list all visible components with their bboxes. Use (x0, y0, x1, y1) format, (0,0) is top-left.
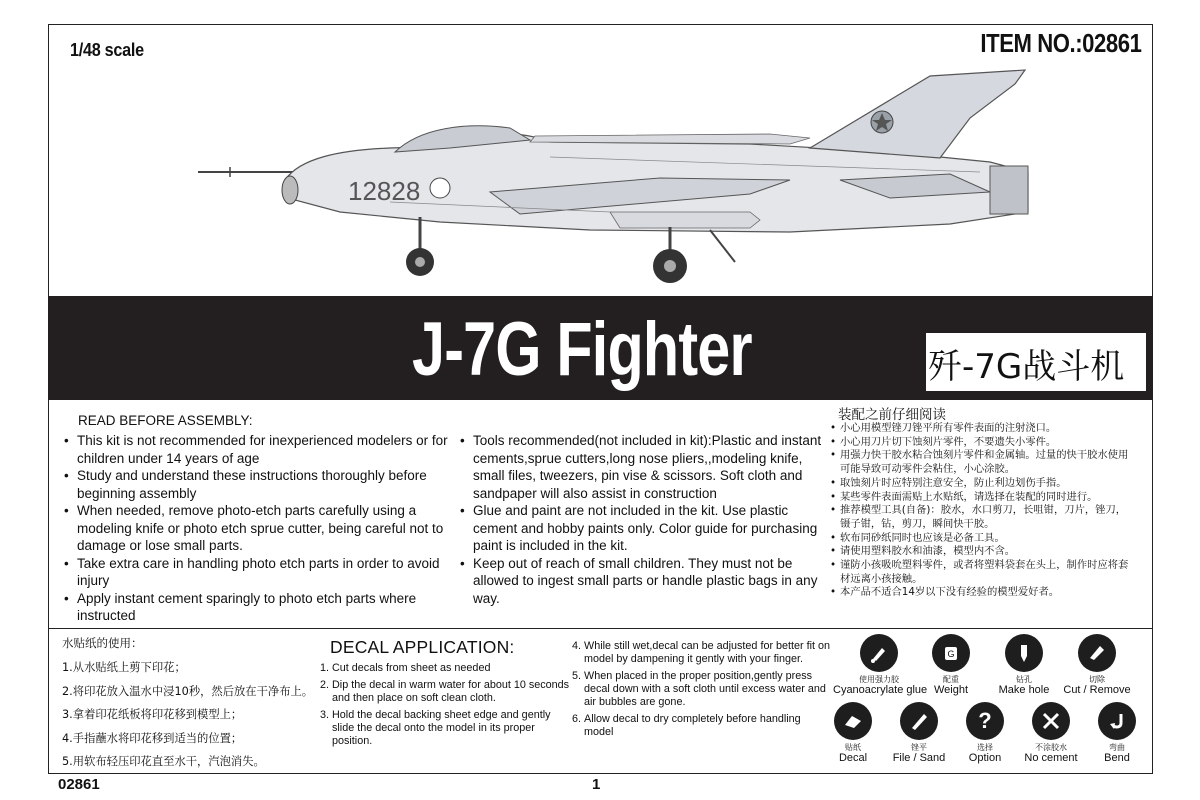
legend-item: 锉平 File / Sand (873, 702, 965, 764)
decal-steps-first (320, 662, 570, 752)
aircraft-serial: 12828 (348, 176, 421, 206)
decal-heading-cn: 水贴纸的使用： (62, 636, 143, 650)
legend-item: 使用强力胶 Cyanoacrylate glue (833, 634, 925, 696)
read-before-list-right (460, 432, 835, 607)
list-item: • 用强力快干胶水粘合蚀刻片零件和金属轴。过量的快干胶水使用可能导致可动零件会粘住，小心涂胶。 (830, 449, 1130, 476)
decal-icon (834, 702, 872, 740)
model-title: J-7G Fighter (412, 307, 752, 392)
option-icon: ? (966, 702, 1004, 740)
legend-item: ? 选择 Option (939, 702, 1031, 764)
list-item: 4.手指蘸水将印花移到适当的位置； (62, 731, 243, 745)
list-item: • 取蚀刻片时应特别注意安全，防止利边划伤手指。 (830, 477, 1130, 491)
weight-icon (932, 634, 970, 672)
list-item: 1. Cut decals from sheet as needed (320, 662, 491, 674)
decal-steps-cn (62, 656, 313, 774)
section-divider (48, 628, 1153, 629)
file-sand-icon (900, 702, 938, 740)
list-item: 4. While still wet,decal can be adjusted for better fit on model by dampening it gently with your finger. (572, 640, 831, 665)
item-number: ITEM NO.:02861 (980, 28, 1142, 58)
aircraft-illustration (190, 62, 1050, 292)
list-item: • Study and understand these instructions thoroughly before beginning assembly (64, 467, 449, 502)
list-item: • Apply instant cement sparingly to photo etch parts where instructed (64, 590, 449, 625)
model-title-cn: 歼-7G战斗机 (928, 347, 1125, 387)
decal-heading: DECAL APPLICATION: (330, 637, 515, 657)
svg-text:G: G (947, 649, 955, 659)
list-item: • Glue and paint are not included in the kit. Use plastic cement and hobby paints only. Color guide for purchasing paint is included in the kit. (460, 502, 835, 555)
list-item: 5.用软布轻压印花直至水干，汽泡消失。 (62, 755, 265, 768)
legend-item: 贴纸 Decal (807, 702, 899, 764)
list-item: • Tools recommended(not included in kit):Plastic and instant cements,sprue cutters,long nose pliers,,modeling knife, small files, tweezers, pin vise & scissors. Soft cloth and sandpaper will also assist in construction (460, 432, 835, 502)
list-item: 1.从水贴纸上剪下印花； (62, 661, 186, 674)
list-item: • 小心用模型锉刀锉平所有零件表面的注射浇口。 (830, 422, 1130, 436)
list-item: • This kit is not recommended for inexperienced modelers or for children under 14 years of age (64, 432, 449, 467)
list-item: 3. Hold the decal backing sheet edge and gently slide the decal onto the model in its proper position. (320, 709, 551, 747)
legend-item: 钻孔 Make hole (978, 634, 1070, 696)
list-item: • 本产品不适合14岁以下没有经验的模型爱好者。 (830, 586, 1130, 600)
list-item: • Keep out of reach of small children. They must not be allowed to ingest small parts or handle plastic bags in any way. (460, 555, 835, 608)
legend-item: 弯曲 Bend (1071, 702, 1163, 764)
list-item: 6. Allow decal to dry completely before handling model (572, 713, 801, 738)
list-item: 2. Dip the decal in warm water for about 10 seconds and then place on soft clean cloth. (320, 679, 570, 704)
list-item: 3.拿着印花纸板将印花移到模型上； (62, 708, 243, 721)
cut-remove-icon (1078, 634, 1116, 672)
legend-item: 切除 Cut / Remove (1051, 634, 1143, 696)
cyanoacrylate-glue-icon (860, 634, 898, 672)
footer-item-number: 02861 (58, 776, 100, 793)
legend-item: G 配重 Weight (905, 634, 997, 696)
list-item: • When needed, remove photo-etch parts carefully using a modeling knife or photo etch sprue cutter, being careful not to damage or lose small parts. (64, 502, 449, 555)
read-before-list-left (64, 432, 449, 625)
list-item: • 推荐模型工具(自备)：胶水，水口剪刀，长咀钳，刀片，锉刀，镊子钳，钻，剪刀，瞬间快干胶。 (830, 504, 1130, 531)
list-item: • 谨防小孩吸吮塑料零件，或者将塑料袋套在头上，制作时应将套材远离小孩接触。 (830, 559, 1130, 586)
page-number: 1 (592, 776, 601, 793)
legend-item: 不涂胶水 No cement (1005, 702, 1097, 764)
no-cement-icon (1032, 702, 1070, 740)
bend-icon (1098, 702, 1136, 740)
read-before-heading-cn: 装配之前仔细阅读 (838, 407, 946, 423)
list-item: 5. When placed in the proper position,gently press decal down with a soft cloth until excess water and air bubbles are gone. (572, 670, 826, 708)
model-title-cn-box (926, 333, 1146, 391)
make-hole-icon (1005, 634, 1043, 672)
scale-label: 1/48 scale (70, 40, 144, 60)
list-item: • 软布同砂纸同时也应该是必备工具。 (830, 532, 1130, 546)
decal-steps-second (572, 640, 832, 743)
list-item: 2.将印花放入温水中浸10秒，然后放在干净布上。 (62, 684, 314, 698)
list-item: • Take extra care in handling photo etch parts in order to avoid injury (64, 555, 449, 590)
list-item: • 请使用塑料胶水和油漆，模型内不含。 (830, 545, 1130, 559)
list-item: • 某些零件表面需贴上水贴纸，请选择在装配的同时进行。 (830, 491, 1130, 505)
read-before-list-cn (830, 422, 1130, 600)
list-item: • 小心用刀片切下蚀刻片零件，不要遗失小零件。 (830, 436, 1130, 450)
read-before-heading: READ BEFORE ASSEMBLY: (78, 413, 253, 428)
